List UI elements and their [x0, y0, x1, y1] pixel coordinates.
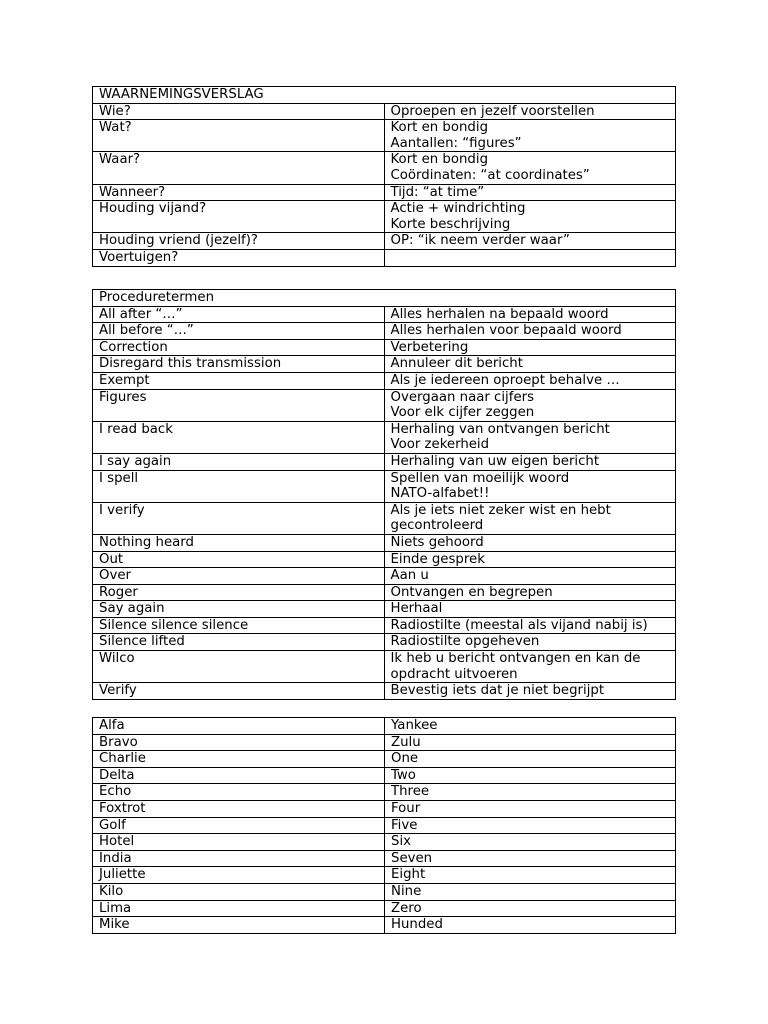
word-cell: Hunded	[385, 917, 676, 934]
table-row	[93, 372, 676, 389]
meaning-cell: Als je iets niet zeker wist en hebt gecontroleerd	[384, 502, 676, 534]
letter-word-cell: Alfa	[93, 718, 385, 735]
term-cell: Say again	[93, 601, 385, 618]
table-row	[93, 323, 676, 340]
letter-word-cell: Foxtrot	[93, 800, 385, 817]
table-row	[93, 389, 676, 421]
term-cell: Silence lifted	[93, 634, 385, 651]
question-cell: Wat?	[93, 120, 385, 152]
meaning-cell: Overgaan naar cijfers Voor elk cijfer zeggen	[384, 389, 676, 421]
table-title-row	[93, 87, 676, 104]
question-cell: Waar?	[93, 152, 385, 184]
meaning-cell: Herhaling van ontvangen bericht Voor zekerheid	[384, 421, 676, 453]
table-row	[93, 900, 676, 917]
term-cell: Verify	[93, 683, 385, 700]
table-row	[93, 233, 676, 250]
table-row	[93, 883, 676, 900]
letter-word-cell: Golf	[93, 817, 385, 834]
table-row	[93, 767, 676, 784]
table-row	[93, 584, 676, 601]
table-row	[93, 339, 676, 356]
term-cell: Correction	[93, 339, 385, 356]
term-cell: I say again	[93, 453, 385, 470]
table-row	[93, 651, 676, 683]
table-row	[93, 834, 676, 851]
meaning-cell: Herhaling van uw eigen bericht	[384, 453, 676, 470]
question-cell: Houding vijand?	[93, 201, 385, 233]
word-cell: One	[385, 751, 676, 768]
table-row	[93, 551, 676, 568]
term-cell: Over	[93, 568, 385, 585]
table-row	[93, 470, 676, 502]
answer-cell: Actie + windrichting Korte beschrijving	[384, 201, 676, 233]
table-row	[93, 201, 676, 233]
answer-cell	[384, 249, 676, 266]
term-cell: All before “…”	[93, 323, 385, 340]
meaning-cell: Verbetering	[384, 339, 676, 356]
word-cell: Eight	[385, 867, 676, 884]
answer-cell: Kort en bondig Coördinaten: “at coordinates”	[384, 152, 676, 184]
word-cell: Five	[385, 817, 676, 834]
table-title: WAARNEMINGSVERSLAG	[93, 87, 676, 104]
meaning-cell: Einde gesprek	[384, 551, 676, 568]
table-row	[93, 120, 676, 152]
term-cell: Silence silence silence	[93, 617, 385, 634]
word-cell: Zero	[385, 900, 676, 917]
term-cell: I verify	[93, 502, 385, 534]
answer-cell: Kort en bondig Aantallen: “figures”	[384, 120, 676, 152]
answer-cell: OP: “ik neem verder waar”	[384, 233, 676, 250]
table-row	[93, 421, 676, 453]
meaning-cell: Ontvangen en begrepen	[384, 584, 676, 601]
letter-word-cell: Hotel	[93, 834, 385, 851]
nato-alphabet-table	[92, 717, 676, 934]
term-cell: I read back	[93, 421, 385, 453]
word-cell: Six	[385, 834, 676, 851]
meaning-cell: Annuleer dit bericht	[384, 356, 676, 373]
table-row	[93, 306, 676, 323]
question-cell: Wie?	[93, 103, 385, 120]
term-cell: Nothing heard	[93, 534, 385, 551]
table-row	[93, 184, 676, 201]
meaning-cell: Alles herhalen na bepaald woord	[384, 306, 676, 323]
table-row	[93, 850, 676, 867]
word-cell: Three	[385, 784, 676, 801]
table-row	[93, 617, 676, 634]
table-row	[93, 683, 676, 700]
word-cell: Two	[385, 767, 676, 784]
meaning-cell: Als je iedereen oproept behalve …	[384, 372, 676, 389]
meaning-cell: Alles herhalen voor bepaald woord	[384, 323, 676, 340]
word-cell: Zulu	[385, 734, 676, 751]
table-row	[93, 817, 676, 834]
question-cell: Wanneer?	[93, 184, 385, 201]
meaning-cell: Niets gehoord	[384, 534, 676, 551]
letter-word-cell: India	[93, 850, 385, 867]
table-row	[93, 568, 676, 585]
word-cell: Four	[385, 800, 676, 817]
table-row	[93, 634, 676, 651]
question-cell: Voertuigen?	[93, 249, 385, 266]
observation-report-table	[92, 86, 676, 267]
table-row	[93, 356, 676, 373]
meaning-cell: Ik heb u bericht ontvangen en kan de opdracht uitvoeren	[384, 651, 676, 683]
table-row	[93, 249, 676, 266]
term-cell: All after “…”	[93, 306, 385, 323]
word-cell: Yankee	[385, 718, 676, 735]
table-row	[93, 718, 676, 735]
term-cell: Exempt	[93, 372, 385, 389]
letter-word-cell: Delta	[93, 767, 385, 784]
term-cell: Wilco	[93, 651, 385, 683]
word-cell: Seven	[385, 850, 676, 867]
letter-word-cell: Mike	[93, 917, 385, 934]
term-cell: I spell	[93, 470, 385, 502]
table-row	[93, 502, 676, 534]
table-row	[93, 453, 676, 470]
question-cell: Houding vriend (jezelf)?	[93, 233, 385, 250]
term-cell: Roger	[93, 584, 385, 601]
meaning-cell: Spellen van moeilijk woord NATO-alfabet!!	[384, 470, 676, 502]
table-row	[93, 152, 676, 184]
letter-word-cell: Kilo	[93, 883, 385, 900]
table-title-row	[93, 290, 676, 307]
meaning-cell: Herhaal	[384, 601, 676, 618]
table-row	[93, 867, 676, 884]
table-title: Proceduretermen	[93, 290, 676, 307]
table-row	[93, 734, 676, 751]
table-row	[93, 800, 676, 817]
answer-cell: Oproepen en jezelf voorstellen	[384, 103, 676, 120]
table-row	[93, 784, 676, 801]
table-row	[93, 103, 676, 120]
answer-cell: Tijd: “at time”	[384, 184, 676, 201]
word-cell: Nine	[385, 883, 676, 900]
meaning-cell: Aan u	[384, 568, 676, 585]
table-row	[93, 751, 676, 768]
meaning-cell: Radiostilte (meestal als vijand nabij is)	[384, 617, 676, 634]
procedure-terms-table	[92, 289, 676, 700]
term-cell: Figures	[93, 389, 385, 421]
meaning-cell: Bevestig iets dat je niet begrijpt	[384, 683, 676, 700]
letter-word-cell: Charlie	[93, 751, 385, 768]
term-cell: Disregard this transmission	[93, 356, 385, 373]
term-cell: Out	[93, 551, 385, 568]
letter-word-cell: Bravo	[93, 734, 385, 751]
letter-word-cell: Echo	[93, 784, 385, 801]
letter-word-cell: Juliette	[93, 867, 385, 884]
meaning-cell: Radiostilte opgeheven	[384, 634, 676, 651]
table-row	[93, 601, 676, 618]
letter-word-cell: Lima	[93, 900, 385, 917]
table-row	[93, 534, 676, 551]
table-row	[93, 917, 676, 934]
